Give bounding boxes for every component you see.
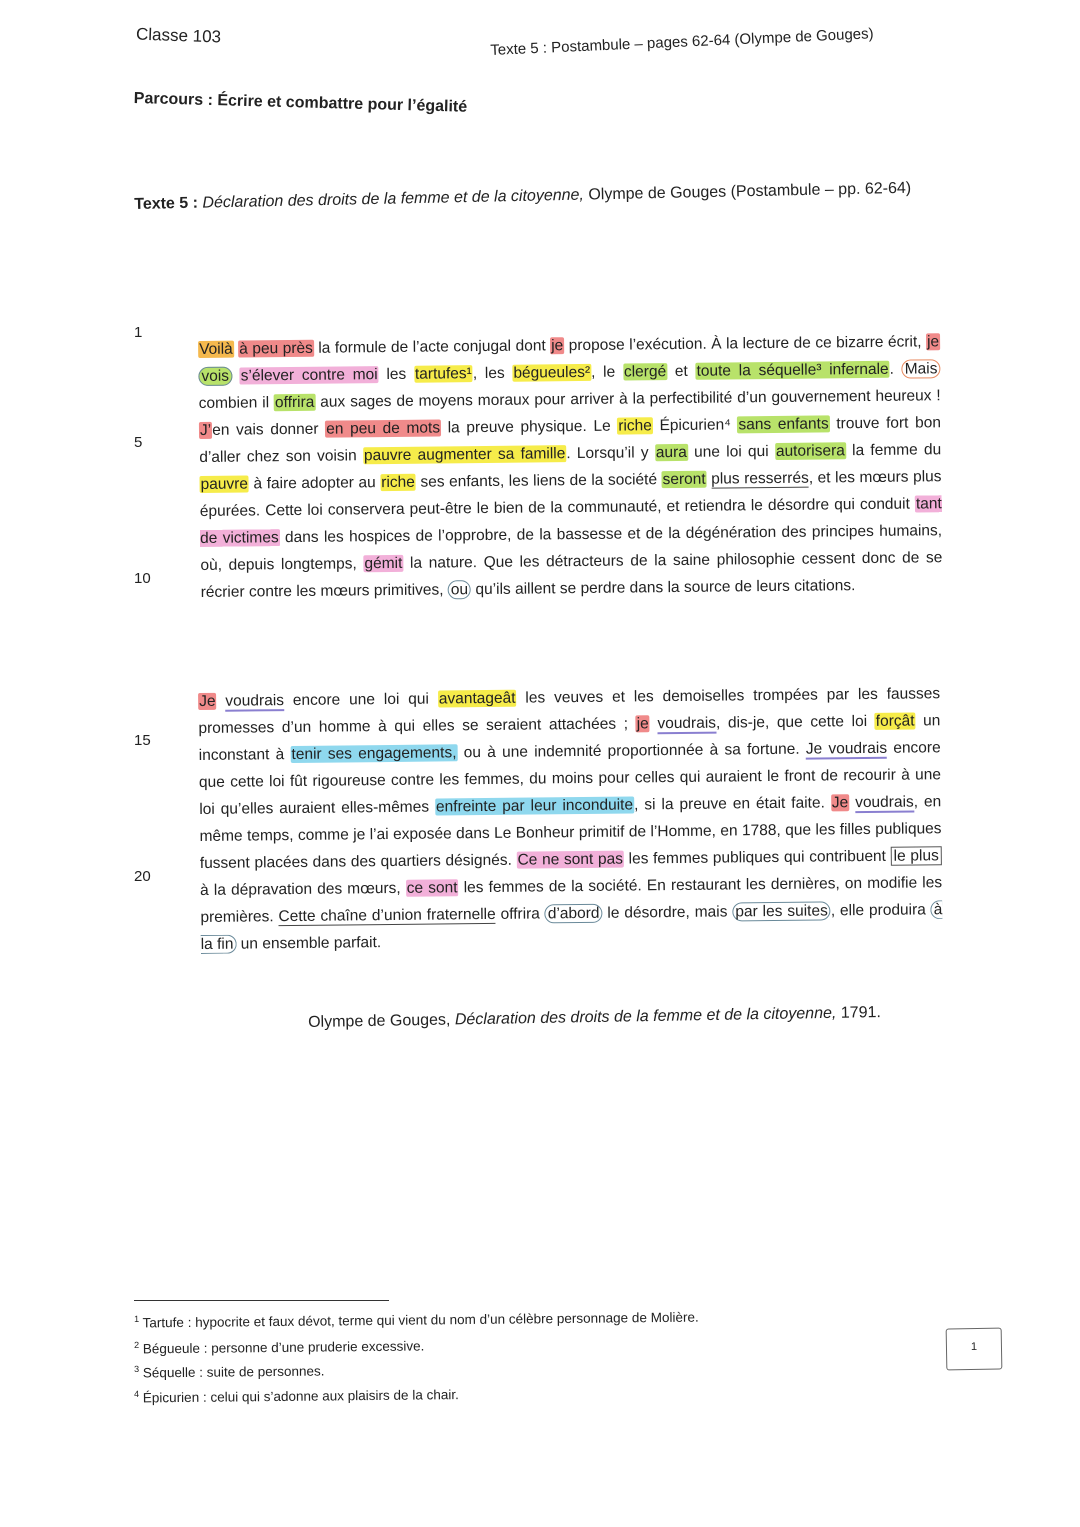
text: en vais donner (212, 420, 326, 439)
title-work: Déclaration des droits de la femme et de la citoyenne, (202, 186, 585, 212)
highlight: Je (831, 794, 849, 812)
highlight: J’ (199, 421, 212, 439)
footnote-divider (134, 1300, 389, 1301)
text: un inconstant à (198, 712, 941, 764)
highlight: offrira (274, 393, 315, 412)
highlight: sans enfants (738, 415, 829, 434)
text: les femmes de la société. En restaurant les dernières, on modifie les premières. (200, 874, 943, 926)
text: encore que cette loi fût rigoureuse contre les femmes, du moins pour celles qui auraient le front de recourir à une loi qu’elles auraient elles-mêmes (198, 739, 942, 818)
text: , en même temps, comme je l’ai exposée dans Le Bonheur primitif de l’Homme, en 1788, que les filles publiques fussent placées dans des quartiers désignés. (199, 793, 942, 872)
highlight: avantageât (438, 689, 516, 708)
footnote-number: 3 (134, 1363, 140, 1374)
line-number: 10 (134, 570, 151, 587)
text: un ensemble parfait. (236, 934, 382, 953)
parcours-heading (134, 90, 468, 117)
text: les (378, 365, 415, 384)
parcours-label: Parcours : (133, 90, 214, 110)
highlight: pauvre augmenter sa famille (363, 445, 566, 465)
highlight: Je (199, 692, 216, 710)
highlight: aura (655, 443, 687, 462)
highlight: bégueules² (513, 363, 591, 382)
boxed-text: le plus (891, 846, 942, 866)
highlight: gémit (364, 554, 403, 573)
text: Épicurien⁴ (652, 416, 738, 435)
footnote-text: Séquelle : suite de personnes. (142, 1363, 325, 1381)
text: propose l’exécution. À la lecture de ce bizarre écrit, (564, 333, 927, 355)
highlight: à peu près (239, 339, 313, 358)
text: , elle produira (830, 901, 931, 920)
signature (308, 1004, 881, 1032)
text: à faire adopter au (248, 474, 381, 493)
text: , le (591, 363, 624, 381)
text: le désordre, mais (602, 903, 733, 922)
footnote-number: 4 (134, 1388, 140, 1399)
paragraph-2 (198, 680, 943, 958)
underlined-text: voudrais (855, 793, 914, 812)
footnote (134, 1308, 699, 1330)
circled-word: d’abord (545, 904, 603, 924)
text-title (134, 175, 944, 218)
text: la femme du (845, 441, 942, 460)
highlight: vois (198, 367, 232, 386)
text: la nature. Que les détracteurs de la saine philosophie cessent donc de se récrier contre les mœurs primitives, (200, 549, 943, 601)
highlight: s’élever contre moi (240, 366, 378, 385)
underlined-text: voudrais (657, 714, 717, 733)
footnote-number: 1 (134, 1313, 140, 1324)
text: . Lorsqu’il y (566, 444, 655, 463)
text: une loi qui (687, 442, 775, 461)
highlight: Voilà (199, 340, 233, 358)
underlined-text: voudrais (225, 692, 285, 710)
text: dans les hospices de l’opprobre, de la bassesse et de la dégénération des principes humains, où, depuis longtemps, (200, 522, 943, 574)
highlight: je (636, 715, 649, 733)
footnote-text: Épicurien : celui qui s’adonne aux plaisirs de la chair. (142, 1387, 459, 1406)
highlight: riche (381, 473, 415, 492)
text: la preuve physique. Le (440, 417, 618, 437)
highlight: clergé (623, 363, 667, 381)
page-number: 1 (946, 1328, 1003, 1371)
text: les femmes publiques qui contribuent (623, 847, 891, 868)
highlight: en peu de mots (326, 419, 441, 438)
circled-word: à la fin (200, 901, 943, 953)
highlight: tant de victimes (200, 495, 942, 547)
text: , les (472, 364, 513, 383)
text: , dis-je, que cette loi (715, 712, 875, 732)
line-number: 15 (134, 732, 151, 749)
line-number: 5 (134, 434, 143, 451)
text: , et les mœurs plus épurées. Cette loi conservera peut-être le bien de la communauté, et retiendra le désordre qui conduit (199, 468, 942, 520)
footnote (134, 1337, 424, 1357)
signature-author: Olympe de Gouges, (308, 1011, 451, 1031)
highlight: ce sont (406, 879, 458, 897)
title-rest: Olympe de Gouges (Postambule – pp. 62-64) (588, 179, 912, 204)
highlight: Ce ne sont pas (517, 850, 623, 869)
text: combien il (198, 394, 275, 412)
highlight: forçât (875, 712, 915, 730)
title-label: Texte 5 : (134, 194, 199, 213)
text: ou à une indemnité proportionnée à sa fortune. (457, 740, 806, 762)
highlight: toute la séquelle³ infernale (696, 360, 889, 380)
underlined-text: Je voudrais (805, 739, 888, 758)
highlight: pauvre (200, 475, 249, 493)
line-number: 20 (134, 868, 151, 885)
text: ses enfants, les liens de la société (415, 471, 662, 491)
text (650, 715, 658, 732)
text: à la dépravation des mœurs, (200, 879, 406, 899)
text: la formule de l’acte conjugal dont (313, 337, 551, 357)
text: les veuves et les demoiselles trompées par les fausses promesses d’un homme à qui elles se seraient attachées ; (198, 685, 941, 737)
text: , si la preuve en était faite. (633, 794, 831, 814)
footnote-number: 2 (134, 1339, 140, 1350)
signature-year: 1791. (840, 1004, 882, 1022)
footnote-text: Bégueule : personne d’une pruderie excessive. (142, 1338, 425, 1357)
circled-word: par les suites (732, 901, 831, 921)
highlight: je (551, 337, 564, 355)
circled-word: Mais (902, 359, 941, 378)
highlight: je (926, 333, 940, 351)
parcours-title: Écrire et combattre pour l’égalité (217, 92, 468, 116)
highlight: tartufes¹ (414, 365, 472, 383)
underlined-text: Cette chaîne d’union fraternelle (278, 905, 496, 926)
text: et (667, 362, 696, 381)
highlight: enfreinte par leur inconduite (435, 796, 634, 816)
footnote-text: Tartufe : hypocrite et faux dévot, terme qui vient du nom d’un célèbre personnage de Molière. (142, 1309, 699, 1331)
footnote (134, 1386, 459, 1406)
signature-work: Déclaration des droits de la femme et de la citoyenne, (454, 1004, 837, 1029)
class-label: Classe 103 (135, 24, 222, 47)
text: qu’ils aillent se perdre dans la source de leurs citations. (471, 577, 856, 599)
footnote (134, 1362, 325, 1380)
highlight: autorisera (775, 442, 845, 460)
circled-word: ou (448, 580, 471, 599)
text: . (889, 360, 902, 378)
highlight: riche (618, 417, 652, 435)
text: offrira (495, 905, 545, 923)
text: aux sages de moyens moraux pour arriver à la perfectibilité d’un gouvernement heureux ! (315, 387, 941, 411)
underlined-text: plus resserrés (711, 469, 809, 488)
highlight: tenir ses engagements, (291, 744, 457, 764)
line-number: 1 (134, 324, 143, 341)
text: encore une loi qui (283, 690, 438, 710)
text-reference: Texte 5 : Postambule – pages 62-64 (Olympe de Gouges) (490, 25, 874, 59)
text: trouve fort bon d’aller chez son voisin (199, 414, 942, 466)
highlight: seront (662, 470, 706, 489)
paragraph-1 (198, 328, 943, 606)
